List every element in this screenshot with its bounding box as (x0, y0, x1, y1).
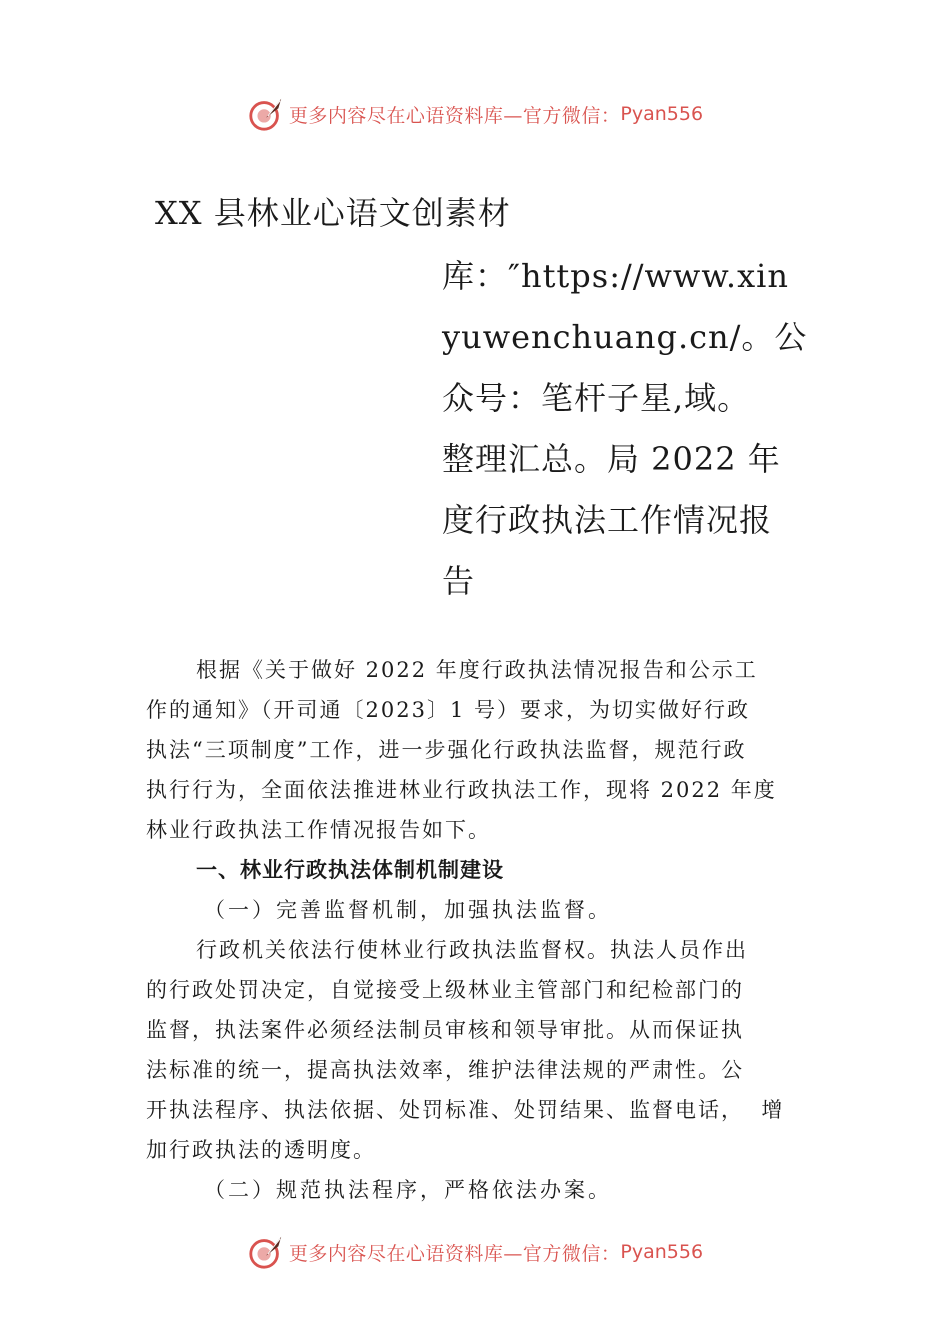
intro-line: 作的通知》（开司通〔2023〕1 号）要求，为切实做好行政 (146, 698, 750, 722)
subsection-heading-1: （一）完善监督机制，加强执法监督。 (204, 898, 612, 922)
para-line: 法标准的统一，提高执法效率，维护法律法规的严肃性。公 (146, 1058, 744, 1082)
title-line: 库：″https://www.xin (442, 257, 789, 295)
intro-line: 执法“三项制度”工作，进一步强化行政执法监督，规范行政 (146, 738, 747, 762)
para-line: 开执法程序、执法依据、处罚标准、处罚结果、监督电话， 增 (146, 1098, 785, 1122)
title-line: 众号：笔杆子星,域。 (442, 379, 751, 417)
banner-text: 更多内容尽在心语资料库—官方微信： (288, 1242, 621, 1265)
para-line: 加行政执法的透明度。 (146, 1138, 376, 1162)
document-body (146, 650, 810, 1210)
banner-wechat-id: Pyan556 (620, 103, 704, 125)
title-block (442, 246, 808, 612)
title-line: yuwenchuang.cn/。公 (442, 318, 808, 356)
para-line: 的行政处罚决定，自觉接受上级林业主管部门和纪检部门的 (146, 978, 744, 1002)
title-line: 度行政执法工作情况报 (442, 501, 773, 539)
intro-line: 林业行政执法工作情况报告如下。 (146, 818, 491, 842)
header-banner (0, 94, 950, 134)
title-line-1: XX 县林业心语文创素材 (155, 194, 511, 232)
quill-logo-icon (247, 1233, 285, 1271)
para-line: 行政机关依法行使林业行政执法监督权。执法人员作出 (196, 938, 748, 962)
quill-logo-icon (247, 95, 285, 133)
footer-banner (0, 1232, 950, 1272)
banner-wechat-id: Pyan556 (620, 1241, 704, 1263)
para-line: 监督，执法案件必须经法制员审核和领导审批。从而保证执 (146, 1018, 744, 1042)
banner-text: 更多内容尽在心语资料库—官方微信： (288, 104, 621, 127)
title-line: 告 (442, 562, 476, 600)
title-line: 整理汇总。局 2022 年 (442, 440, 781, 478)
intro-line: 执行行为，全面依法推进林业行政执法工作，现将 2022 年度 (146, 778, 777, 802)
intro-line: 根据《关于做好 2022 年度行政执法情况报告和公示工 (196, 658, 758, 682)
section-heading-1: 一、林业行政执法体制机制建设 (196, 858, 504, 882)
subsection-heading-2: （二）规范执法程序，严格依法办案。 (204, 1178, 612, 1202)
